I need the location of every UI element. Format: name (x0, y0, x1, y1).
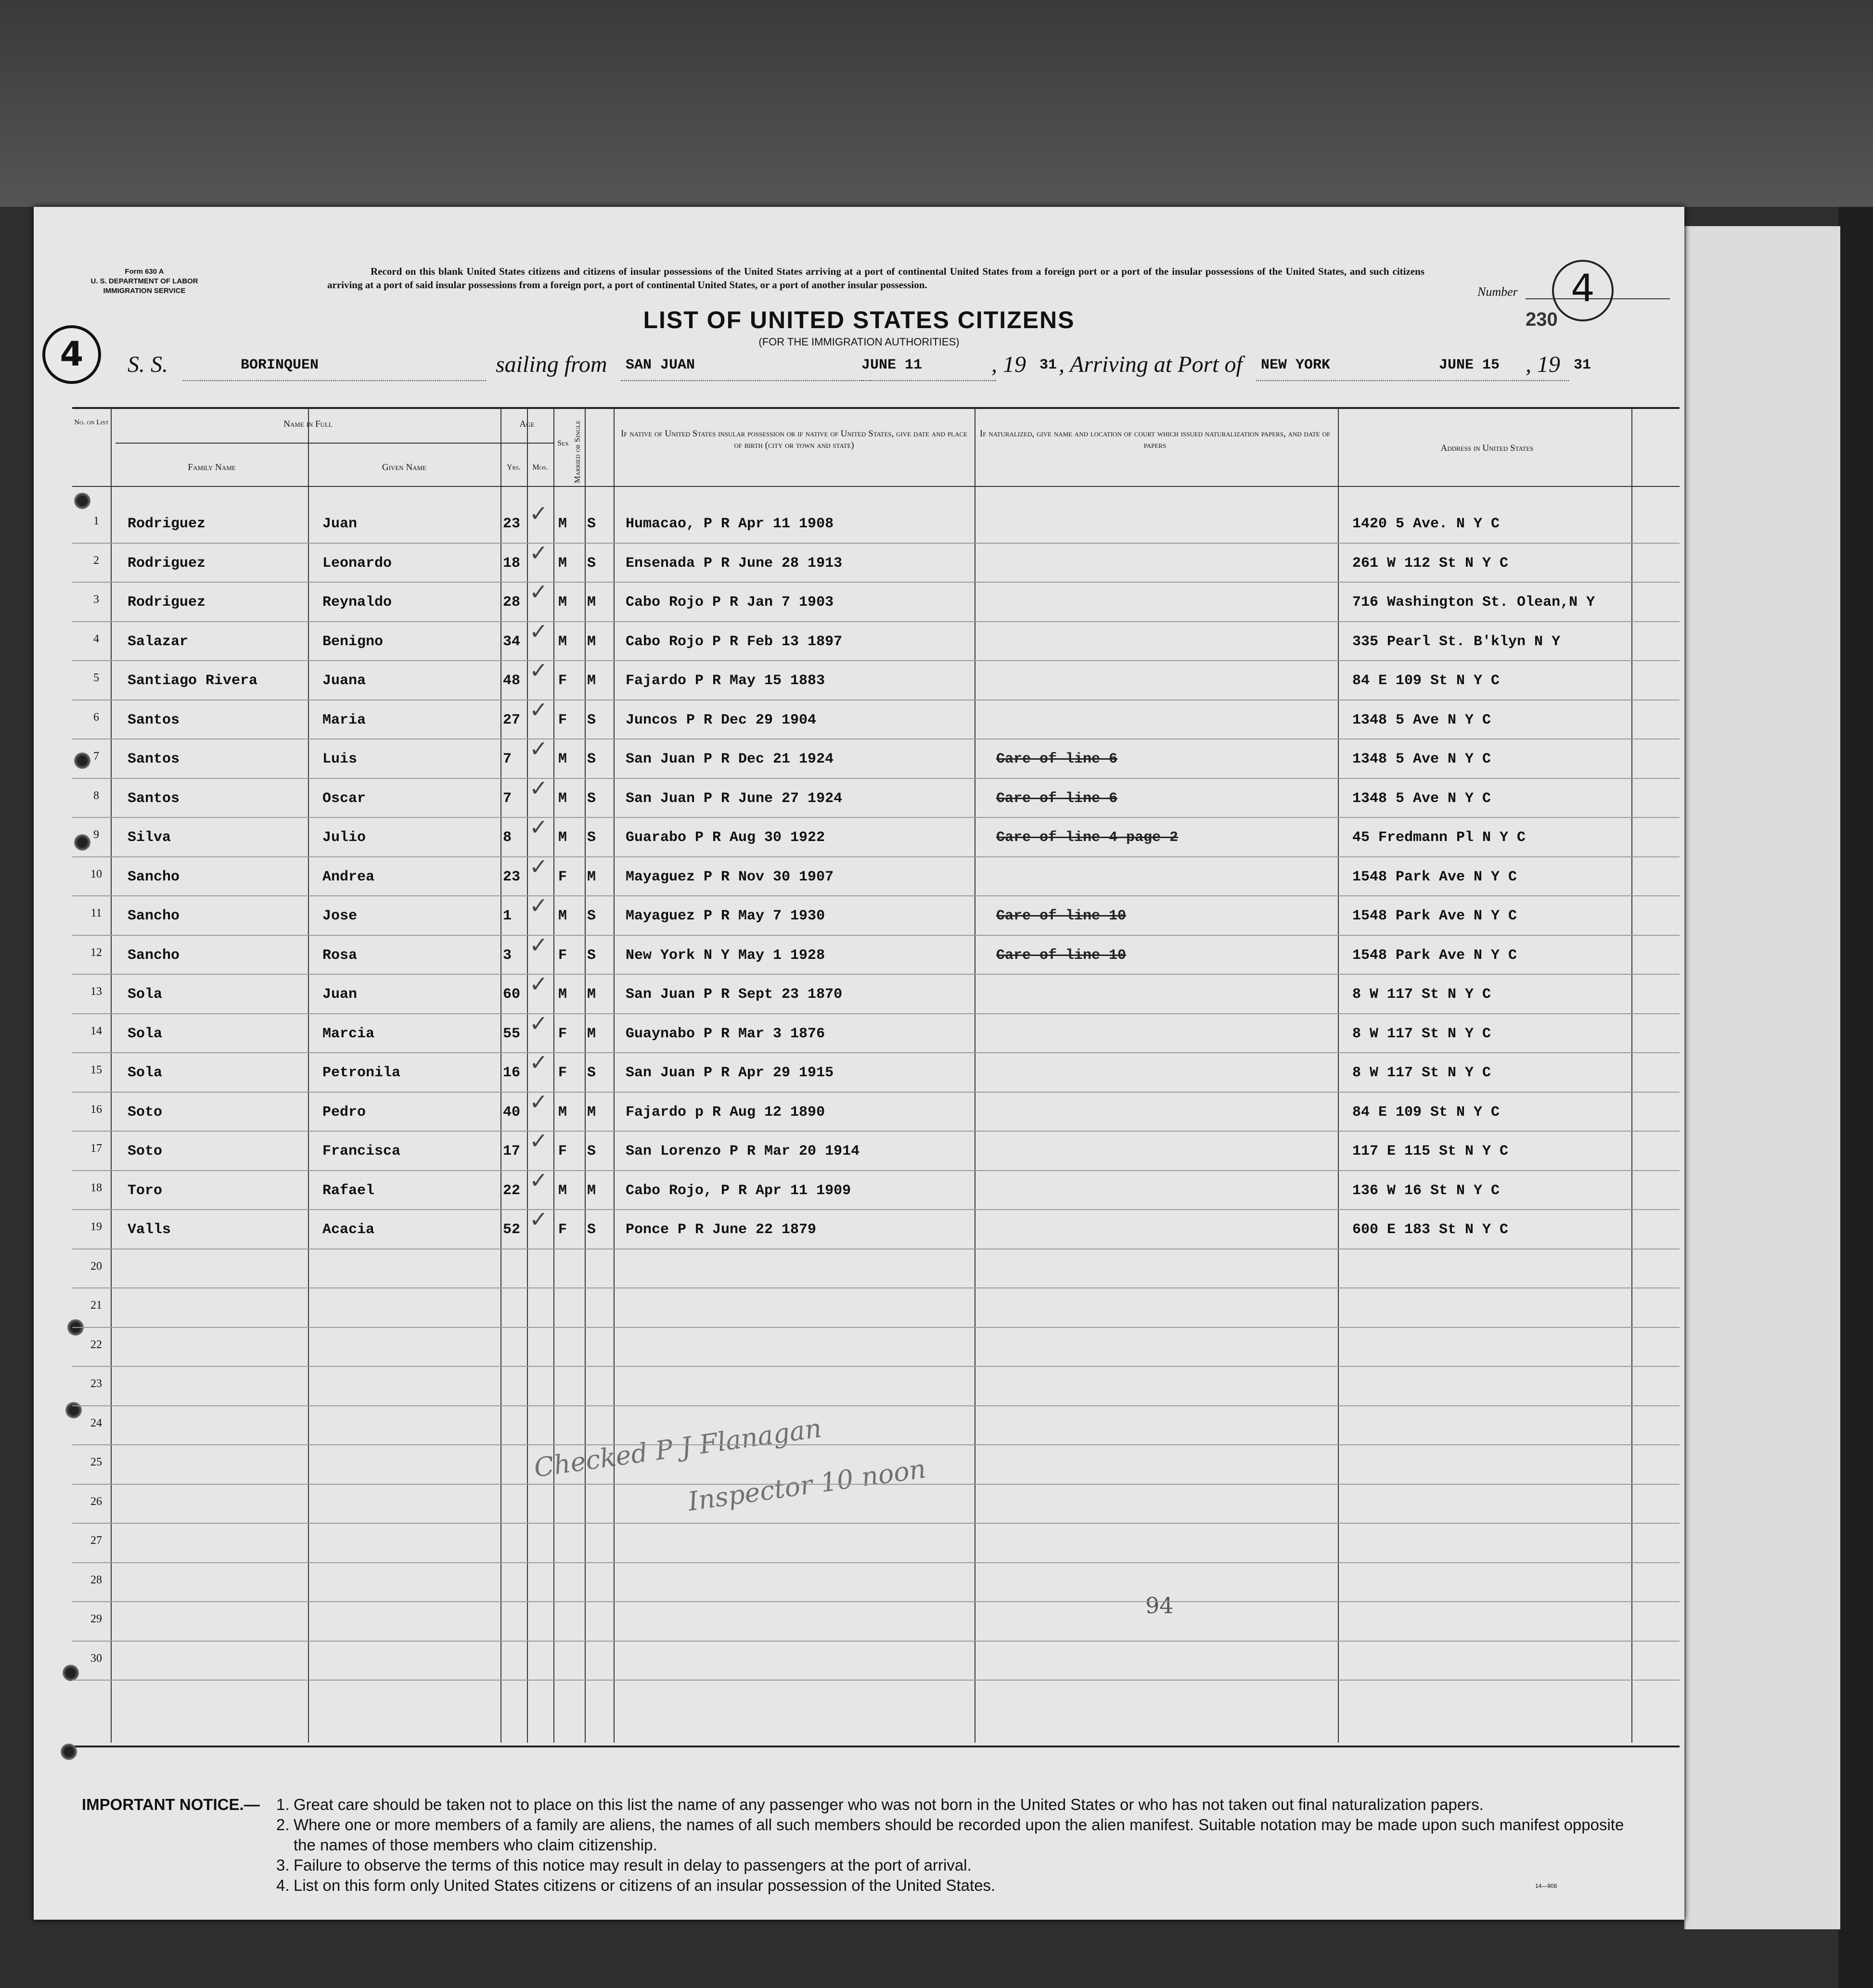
row-rule (72, 895, 1680, 896)
row-rule (72, 1131, 1680, 1132)
sex: M (558, 633, 567, 650)
column-divider (1338, 408, 1339, 1743)
marital-status: S (587, 555, 596, 572)
arriving-label: , Arriving at Port of (1059, 352, 1243, 377)
birth-place-date: New York N Y May 1 1928 (626, 947, 825, 964)
line-number: 8 (93, 789, 99, 802)
us-address: 1348 5 Ave N Y C (1352, 751, 1491, 767)
age-years: 27 (503, 712, 521, 728)
age-years: 1 (503, 908, 512, 924)
row-rule (72, 1523, 1680, 1524)
check-mark-icon: ✓ (529, 1049, 548, 1075)
line-number: 2 (93, 554, 99, 567)
line-number: 12 (90, 946, 102, 959)
row-rule (72, 1484, 1680, 1485)
naturalization-note: Care of line 10 (996, 947, 1127, 964)
sex: F (558, 1025, 567, 1042)
number-label: Number (1477, 285, 1518, 299)
arrival-year: 31 (1574, 357, 1591, 373)
line-number: 13 (90, 985, 102, 998)
check-mark-icon: ✓ (529, 1010, 548, 1036)
from-fill-line (621, 380, 871, 381)
departure-port: SAN JUAN (626, 357, 695, 373)
given-name: Oscar (322, 790, 366, 807)
birth-place-date: Ensenada P R June 28 1913 (626, 555, 843, 572)
notice-item-3: 3. Failure to observe the terms of this notice may result in delay to passengers at the port of arrival. (276, 1856, 972, 1874)
check-mark-icon: ✓ (529, 736, 548, 762)
family-name: Soto (128, 1104, 163, 1121)
punch-hole (65, 1402, 82, 1418)
col-age-header: Age (519, 419, 535, 429)
marital-status: S (587, 790, 596, 807)
sex: M (558, 1104, 567, 1121)
line-number: 5 (93, 672, 99, 684)
column-divider (527, 408, 528, 1743)
sheet-number: 4 (1552, 260, 1614, 321)
punch-hole (74, 493, 90, 509)
given-name: Reynaldo (322, 594, 392, 611)
family-name: Rodriguez (128, 516, 206, 532)
marital-status: M (587, 594, 596, 611)
marital-status: S (587, 908, 596, 924)
sex: M (558, 790, 567, 807)
family-name: Sola (128, 1065, 163, 1081)
row-rule (72, 1366, 1680, 1367)
scan-backdrop-right (1838, 207, 1873, 1988)
inspector-title: Inspector 10 noon (686, 1453, 928, 1517)
column-divider (1631, 408, 1632, 1743)
marital-status: S (587, 1143, 596, 1160)
family-name: Salazar (128, 633, 189, 650)
family-name: Sancho (128, 908, 180, 924)
given-name: Pedro (322, 1104, 366, 1121)
birth-place-date: San Juan P R June 27 1924 (626, 790, 843, 807)
ship-fill-line (183, 380, 486, 381)
department: U. S. DEPARTMENT OF LABOR (90, 277, 198, 285)
notice-item-2: 2. Where one or more members of a family are aliens, the names of all such members should be recorded upon the alien manifest. Suitable notation may be made upon such manifest opposite the names of those members who claim citizenship. (276, 1816, 1624, 1854)
arrival-port: NEW YORK (1261, 357, 1331, 373)
given-name: Petronila (322, 1065, 401, 1081)
line-number: 3 (93, 593, 99, 606)
form-number: Form 630 A (125, 268, 164, 276)
check-mark-icon: ✓ (529, 657, 548, 683)
port-fill-line (1256, 380, 1569, 381)
punch-hole (74, 834, 90, 851)
us-address: 117 E 115 St N Y C (1352, 1143, 1509, 1160)
line-number: 20 (90, 1260, 102, 1273)
us-address: 1548 Park Ave N Y C (1352, 868, 1517, 885)
family-name: Santos (128, 790, 180, 807)
preamble-text: Record on this blank United States citizens and citizens of insular possessions of the United States arriving at a port of continental United States from a foreign port or a port of the insular possessions of the United States, and such citizens arriving at a port of said insular possessions from a foreign port, a port of continental United States, or a port of another insular possession. (327, 266, 1424, 291)
page-subtitle: (FOR THE IMMIGRATION AUTHORITIES) (758, 336, 960, 348)
col-birth-header: If native of United States insular possession or if native of United States, give date and place of birth (city or town and state) (620, 429, 968, 450)
row-rule (72, 582, 1680, 583)
column-divider (614, 408, 615, 1743)
us-address: 45 Fredmann Pl N Y C (1352, 829, 1526, 846)
line-number: 1 (93, 515, 99, 527)
family-name: Sola (128, 986, 163, 1003)
page-title: LIST OF UNITED STATES CITIZENS (643, 306, 1075, 333)
line-number: 14 (90, 1024, 102, 1037)
col-no-header: No. on List (74, 419, 109, 426)
row-rule (72, 1327, 1680, 1328)
us-address: 84 E 109 St N Y C (1352, 1104, 1500, 1121)
sex: M (558, 516, 567, 532)
birth-place-date: Fajardo p R Aug 12 1890 (626, 1104, 825, 1121)
marital-status: M (587, 1025, 596, 1042)
row-rule (72, 1013, 1680, 1014)
age-years: 28 (503, 594, 521, 611)
sex: F (558, 1143, 567, 1160)
age-years: 34 (503, 633, 521, 650)
row-rule (72, 1405, 1680, 1406)
age-years: 3 (503, 947, 512, 964)
check-mark-icon: ✓ (529, 892, 548, 918)
marital-status: S (587, 712, 596, 728)
marital-status: S (587, 1222, 596, 1238)
departure-date: JUNE 11 (861, 357, 923, 373)
form-code: 14—908 (1535, 1883, 1557, 1889)
check-mark-icon: ✓ (529, 1128, 548, 1154)
sex: M (558, 986, 567, 1003)
col-given-header: Given Name (382, 462, 427, 472)
check-mark-icon: ✓ (529, 1167, 548, 1193)
sex: F (558, 947, 567, 964)
check-mark-icon: ✓ (529, 539, 548, 566)
check-mark-icon: ✓ (529, 971, 548, 997)
family-name: Valls (128, 1222, 171, 1238)
stamp-number: 230 (1526, 309, 1558, 330)
family-name: Rodriguez (128, 594, 206, 611)
row-rule (72, 856, 1680, 857)
col-mos-header: Mos. (532, 463, 548, 472)
birth-place-date: Guaynabo P R Mar 3 1876 (626, 1025, 825, 1042)
line-number: 22 (90, 1338, 102, 1351)
page-flap (1684, 226, 1840, 1929)
us-address: 1348 5 Ave N Y C (1352, 790, 1491, 807)
age-years: 22 (503, 1182, 521, 1199)
col-family-header: Family Name (188, 462, 236, 472)
line-number: 7 (93, 750, 99, 763)
line-number: 16 (90, 1103, 102, 1116)
sex: M (558, 751, 567, 767)
marital-status: S (587, 516, 596, 532)
age-years: 7 (503, 790, 512, 807)
age-years: 8 (503, 829, 512, 846)
birth-place-date: Cabo Rojo, P R Apr 11 1909 (626, 1182, 851, 1199)
birth-place-date: Fajardo P R May 15 1883 (626, 673, 825, 689)
row-rule (72, 660, 1680, 661)
given-name: Luis (322, 751, 358, 767)
row-rule (72, 1052, 1680, 1053)
age-years: 7 (503, 751, 512, 767)
family-name: Sola (128, 1025, 163, 1042)
scan-backdrop (0, 0, 1873, 207)
row-rule (72, 700, 1680, 701)
sex: M (558, 829, 567, 846)
marital-status: M (587, 1104, 596, 1121)
birth-place-date: Humacao, P R Apr 11 1908 (626, 516, 834, 532)
us-address: 8 W 117 St N Y C (1352, 1025, 1491, 1042)
row-rule (72, 1601, 1680, 1602)
col-name-header: Name in Full (283, 419, 333, 429)
family-name: Toro (128, 1182, 163, 1199)
us-address: 1548 Park Ave N Y C (1352, 947, 1517, 964)
subheader-divider (500, 443, 553, 444)
punch-hole (74, 752, 90, 769)
circled-mark: 4 (42, 325, 101, 384)
line-number: 30 (90, 1652, 102, 1665)
sailing-label: sailing from (496, 352, 607, 377)
punch-hole (61, 1744, 77, 1760)
column-divider (111, 408, 112, 1743)
subheader-divider (115, 443, 500, 444)
arrival-date: JUNE 15 (1439, 357, 1500, 373)
us-address: 84 E 109 St N Y C (1352, 673, 1500, 689)
age-years: 23 (503, 868, 521, 885)
col-address-header: Address in United States (1440, 443, 1534, 453)
given-name: Rafael (322, 1182, 375, 1199)
line-number: 15 (90, 1064, 102, 1076)
naturalization-note: Care of line 4 page 2 (996, 829, 1179, 846)
check-mark-icon: ✓ (529, 931, 548, 958)
marital-status: M (587, 1182, 596, 1199)
given-name: Maria (322, 712, 366, 728)
ss-label: S. S. (128, 352, 168, 377)
row-rule (72, 621, 1680, 622)
sex: M (558, 1182, 567, 1199)
naturalization-note: Care of line 10 (996, 908, 1127, 924)
marital-status: M (587, 868, 596, 885)
service: IMMIGRATION SERVICE (103, 287, 186, 295)
us-address: 1420 5 Ave. N Y C (1352, 516, 1500, 532)
given-name: Julio (322, 829, 366, 846)
us-address: 261 W 112 St N Y C (1352, 555, 1509, 572)
line-number: 26 (90, 1495, 102, 1508)
sex: M (558, 908, 567, 924)
notice-item-1: 1. Great care should be taken not to place on this list the name of any passenger who was not born in the United States or who has not taken out final naturalization papers. (276, 1796, 1484, 1813)
year-prefix: , 19 (991, 352, 1026, 377)
given-name: Acacia (322, 1222, 375, 1238)
given-name: Benigno (322, 633, 384, 650)
check-mark-icon: ✓ (529, 500, 548, 526)
check-mark-icon: ✓ (529, 814, 548, 840)
check-mark-icon: ✓ (529, 1206, 548, 1232)
notice-item-4: 4. List on this form only United States citizens or citizens of an insular possession of the United States. (276, 1876, 996, 1894)
check-mark-icon: ✓ (529, 1088, 548, 1115)
us-address: 136 W 16 St N Y C (1352, 1182, 1500, 1199)
sex: M (558, 555, 567, 572)
birth-place-date: Juncos P R Dec 29 1904 (626, 712, 817, 728)
us-address: 600 E 183 St N Y C (1352, 1222, 1509, 1238)
row-rule (72, 1680, 1680, 1681)
sex: F (558, 1222, 567, 1238)
birth-place-date: San Juan P R Sept 23 1870 (626, 986, 843, 1003)
line-number: 23 (90, 1377, 102, 1390)
birth-place-date: Guarabo P R Aug 30 1922 (626, 829, 825, 846)
column-divider (553, 408, 554, 1743)
punch-hole (63, 1665, 79, 1681)
us-address: 8 W 117 St N Y C (1352, 1065, 1491, 1081)
line-number: 21 (90, 1299, 102, 1312)
us-address: 716 Washington St. Olean,N Y (1352, 594, 1595, 611)
marital-status: S (587, 947, 596, 964)
check-mark-icon: ✓ (529, 696, 548, 723)
row-rule (72, 778, 1680, 779)
date-fill-line (861, 380, 996, 381)
birth-place-date: San Juan P R Dec 21 1924 (626, 751, 834, 767)
age-years: 55 (503, 1025, 521, 1042)
birth-place-date: Mayaguez P R Nov 30 1907 (626, 868, 834, 885)
birth-place-date: San Lorenzo P R Mar 20 1914 (626, 1143, 860, 1160)
line-number: 11 (90, 907, 102, 919)
family-name: Rodriguez (128, 555, 206, 572)
departure-year: 31 (1039, 357, 1057, 373)
birth-place-date: Mayaguez P R May 7 1930 (626, 908, 825, 924)
line-number: 10 (90, 867, 102, 880)
line-number: 19 (90, 1221, 102, 1233)
sex: F (558, 712, 567, 728)
header-divider (72, 486, 1680, 487)
column-divider (585, 408, 586, 1743)
given-name: Juan (322, 516, 358, 532)
birth-place-date: San Juan P R Apr 29 1915 (626, 1065, 834, 1081)
line-number: 27 (90, 1534, 102, 1547)
family-name: Sancho (128, 947, 180, 964)
us-address: 1548 Park Ave N Y C (1352, 908, 1517, 924)
check-mark-icon: ✓ (529, 579, 548, 605)
given-name: Francisca (322, 1143, 401, 1160)
us-address: 8 W 117 St N Y C (1352, 986, 1491, 1003)
row-rule (72, 1092, 1680, 1093)
ship-name: BORINQUEN (241, 357, 319, 373)
sex: F (558, 1065, 567, 1081)
line-number: 9 (93, 828, 99, 841)
given-name: Juana (322, 673, 366, 689)
check-mark-icon: ✓ (529, 618, 548, 644)
sex: F (558, 673, 567, 689)
line-number: 28 (90, 1573, 102, 1586)
row-rule (72, 1209, 1680, 1210)
age-years: 40 (503, 1104, 521, 1121)
line-number: 24 (90, 1416, 102, 1429)
col-sex-header: Sex (557, 439, 569, 447)
marital-status: S (587, 829, 596, 846)
age-years: 52 (503, 1222, 521, 1238)
form-identifier (72, 267, 217, 296)
sex: M (558, 594, 567, 611)
check-mark-icon: ✓ (529, 853, 548, 879)
marital-status: M (587, 673, 596, 689)
naturalization-note: Care of line 6 (996, 751, 1118, 767)
age-years: 23 (503, 516, 521, 532)
check-mark-icon: ✓ (529, 775, 548, 801)
given-name: Leonardo (322, 555, 392, 572)
given-name: Juan (322, 986, 358, 1003)
naturalization-note: Care of line 6 (996, 790, 1118, 807)
family-name: Silva (128, 829, 171, 846)
age-years: 17 (503, 1143, 521, 1160)
column-divider (500, 408, 501, 1743)
manifest-sheet (34, 207, 1684, 1920)
column-divider (308, 408, 309, 1743)
line-number: 25 (90, 1456, 102, 1468)
notice-heading: IMPORTANT NOTICE.— (82, 1796, 260, 1813)
line-number: 18 (90, 1181, 102, 1194)
line-number: 4 (93, 632, 99, 645)
given-name: Rosa (322, 947, 358, 964)
row-rule (72, 1562, 1680, 1563)
age-years: 48 (503, 673, 521, 689)
family-name: Sancho (128, 868, 180, 885)
marital-status: M (587, 986, 596, 1003)
age-years: 60 (503, 986, 521, 1003)
given-name: Andrea (322, 868, 375, 885)
arrival-year-prefix: , 19 (1526, 352, 1560, 377)
row-rule (72, 1444, 1680, 1445)
marital-status: S (587, 1065, 596, 1081)
row-rule (72, 543, 1680, 544)
pencil-note: 94 (1145, 1593, 1174, 1618)
birth-place-date: Ponce P R June 22 1879 (626, 1222, 817, 1238)
sex: F (558, 868, 567, 885)
col-yrs-header: Yrs. (506, 463, 521, 472)
row-rule (72, 974, 1680, 975)
family-name: Santiago Rivera (128, 673, 258, 689)
marital-status: M (587, 633, 596, 650)
us-address: 335 Pearl St. B'klyn N Y (1352, 633, 1561, 650)
inspector-signature: Checked P J Flanagan (532, 1413, 823, 1483)
given-name: Jose (322, 908, 358, 924)
age-years: 16 (503, 1065, 521, 1081)
family-name: Santos (128, 712, 180, 728)
us-address: 1348 5 Ave N Y C (1352, 712, 1491, 728)
row-rule (72, 1170, 1680, 1171)
birth-place-date: Cabo Rojo P R Feb 13 1897 (626, 633, 843, 650)
row-rule (72, 1641, 1680, 1642)
line-number: 6 (93, 711, 99, 724)
line-number: 17 (90, 1142, 102, 1155)
row-rule (72, 817, 1680, 818)
age-years: 18 (503, 555, 521, 572)
given-name: Marcia (322, 1025, 375, 1042)
col-marital-header: Married or Single (573, 420, 582, 484)
family-name: Soto (128, 1143, 163, 1160)
row-rule (72, 1287, 1680, 1288)
family-name: Santos (128, 751, 180, 767)
col-naturalized-header: If naturalized, give name and location of court which issued naturalization papers, and date of papers (979, 429, 1331, 450)
line-number: 29 (90, 1613, 102, 1625)
row-rule (72, 935, 1680, 936)
birth-place-date: Cabo Rojo P R Jan 7 1903 (626, 594, 834, 611)
marital-status: S (587, 751, 596, 767)
